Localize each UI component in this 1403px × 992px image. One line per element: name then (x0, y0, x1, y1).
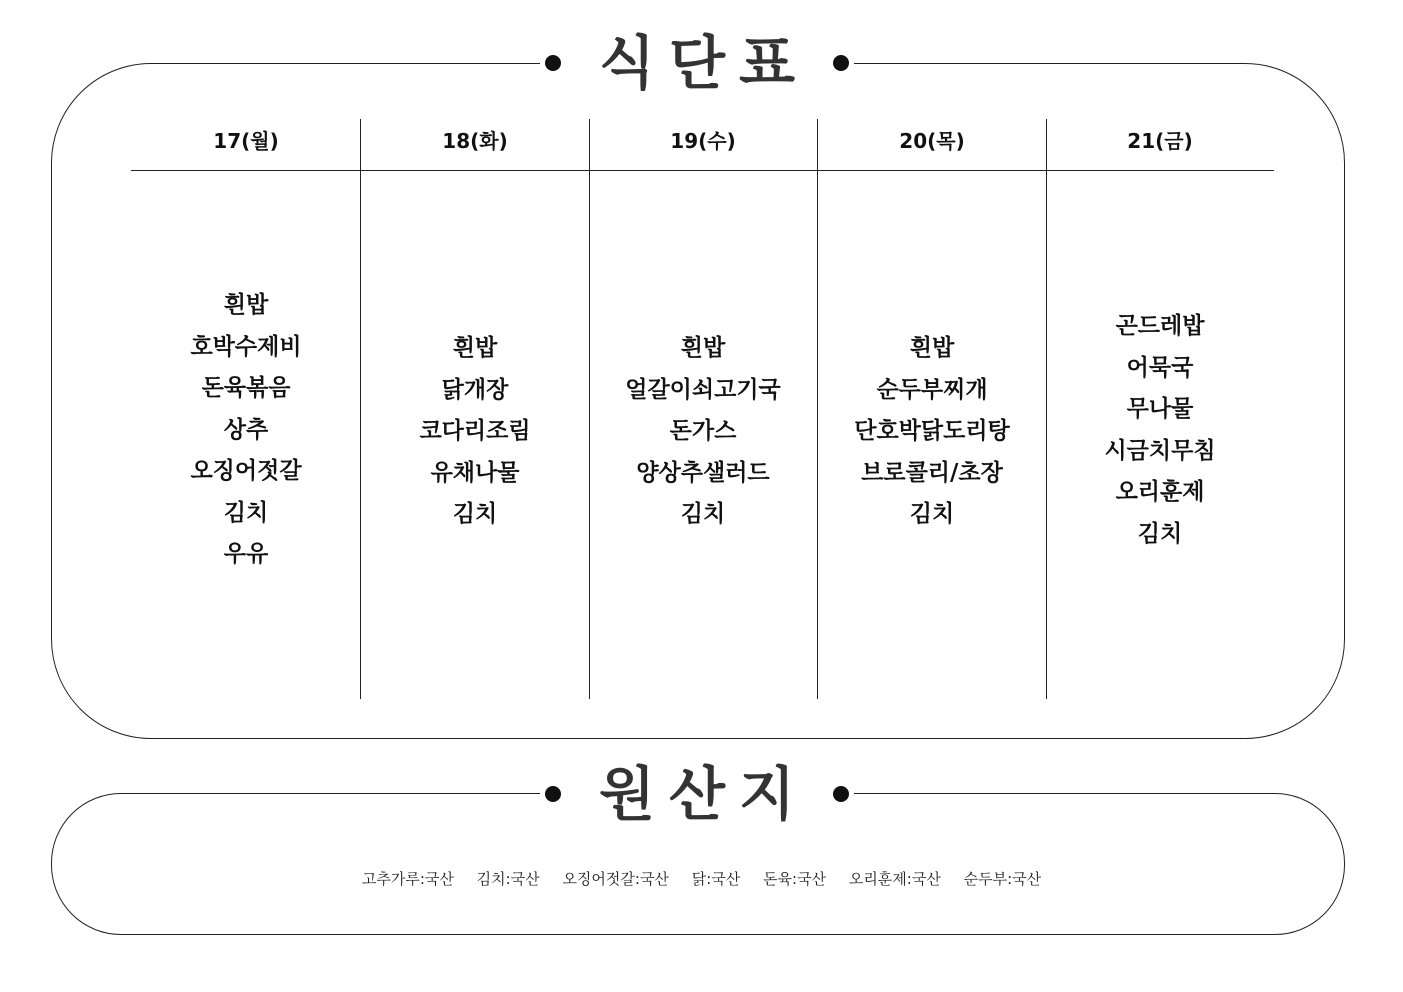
dish-item: 유채나물 (430, 459, 520, 486)
dish-item: 시금치무침 (1104, 437, 1216, 464)
dish-item: 닭개장 (441, 376, 509, 403)
origin-item: 고추가루:국산 (361, 870, 454, 888)
dish-item: 김치 (452, 501, 498, 527)
dish-item: 어묵국 (1126, 354, 1194, 381)
dish-item: 곤드레밥 (1115, 313, 1205, 339)
dish-list (361, 328, 589, 536)
dish-item: 양상추샐러드 (636, 459, 770, 486)
menu-title: 식단표 (598, 29, 810, 97)
day-header: 17(월) (213, 129, 279, 153)
dish-list (589, 328, 817, 536)
dish-item: 상추 (223, 416, 269, 443)
dish-item: 얼갈이쇠고기국 (625, 376, 781, 403)
origin-item: 오리훈제:국산 (848, 870, 941, 888)
origin-title: 원산지 (598, 760, 810, 828)
origin-item: 닭:국산 (691, 870, 741, 888)
origin-list (0, 868, 1403, 889)
day-header: 19(수) (670, 129, 736, 153)
dish-item: 김치 (909, 501, 955, 527)
day-header: 18(화) (442, 129, 508, 153)
menu-title-block (540, 29, 854, 97)
dish-item: 흰밥 (680, 335, 726, 361)
dish-item: 김치 (223, 499, 269, 526)
dish-item: 코다리조림 (419, 418, 531, 444)
dish-item: 돈가스 (669, 418, 737, 444)
dish-item: 호박수제비 (190, 333, 302, 360)
header-divider (131, 170, 1274, 171)
title-right-dot (833, 55, 849, 71)
dish-item: 우유 (223, 541, 269, 567)
day-header: 20(목) (899, 129, 965, 153)
title-right-dot (833, 786, 849, 802)
dish-item: 김치 (680, 501, 726, 527)
dish-item: 오징어젓갈 (190, 458, 302, 484)
dish-item: 김치 (1137, 520, 1183, 547)
dish-item: 흰밥 (909, 335, 955, 361)
title-left-dot (545, 55, 561, 71)
dish-item: 브로콜리/초장 (861, 459, 1003, 486)
title-left-dot (545, 786, 561, 802)
origin-title-block (540, 760, 854, 828)
day-header: 21(금) (1127, 129, 1193, 153)
dish-item: 순두부찌개 (876, 376, 988, 403)
dish-item: 단호박닭도리탕 (854, 418, 1010, 444)
dish-item: 흰밥 (452, 335, 498, 361)
dish-item: 오리훈제 (1115, 479, 1205, 505)
origin-item: 오징어젓갈:국산 (562, 870, 669, 888)
dish-item: 무나물 (1126, 396, 1194, 422)
dish-item: 흰밥 (223, 292, 269, 318)
origin-item: 김치:국산 (476, 870, 540, 888)
dish-list (818, 328, 1046, 536)
dish-list (132, 285, 360, 576)
origin-item: 순두부:국산 (963, 870, 1042, 888)
dish-list (1046, 306, 1274, 555)
dish-item: 돈육볶음 (201, 375, 291, 401)
origin-item: 돈육:국산 (763, 870, 827, 888)
